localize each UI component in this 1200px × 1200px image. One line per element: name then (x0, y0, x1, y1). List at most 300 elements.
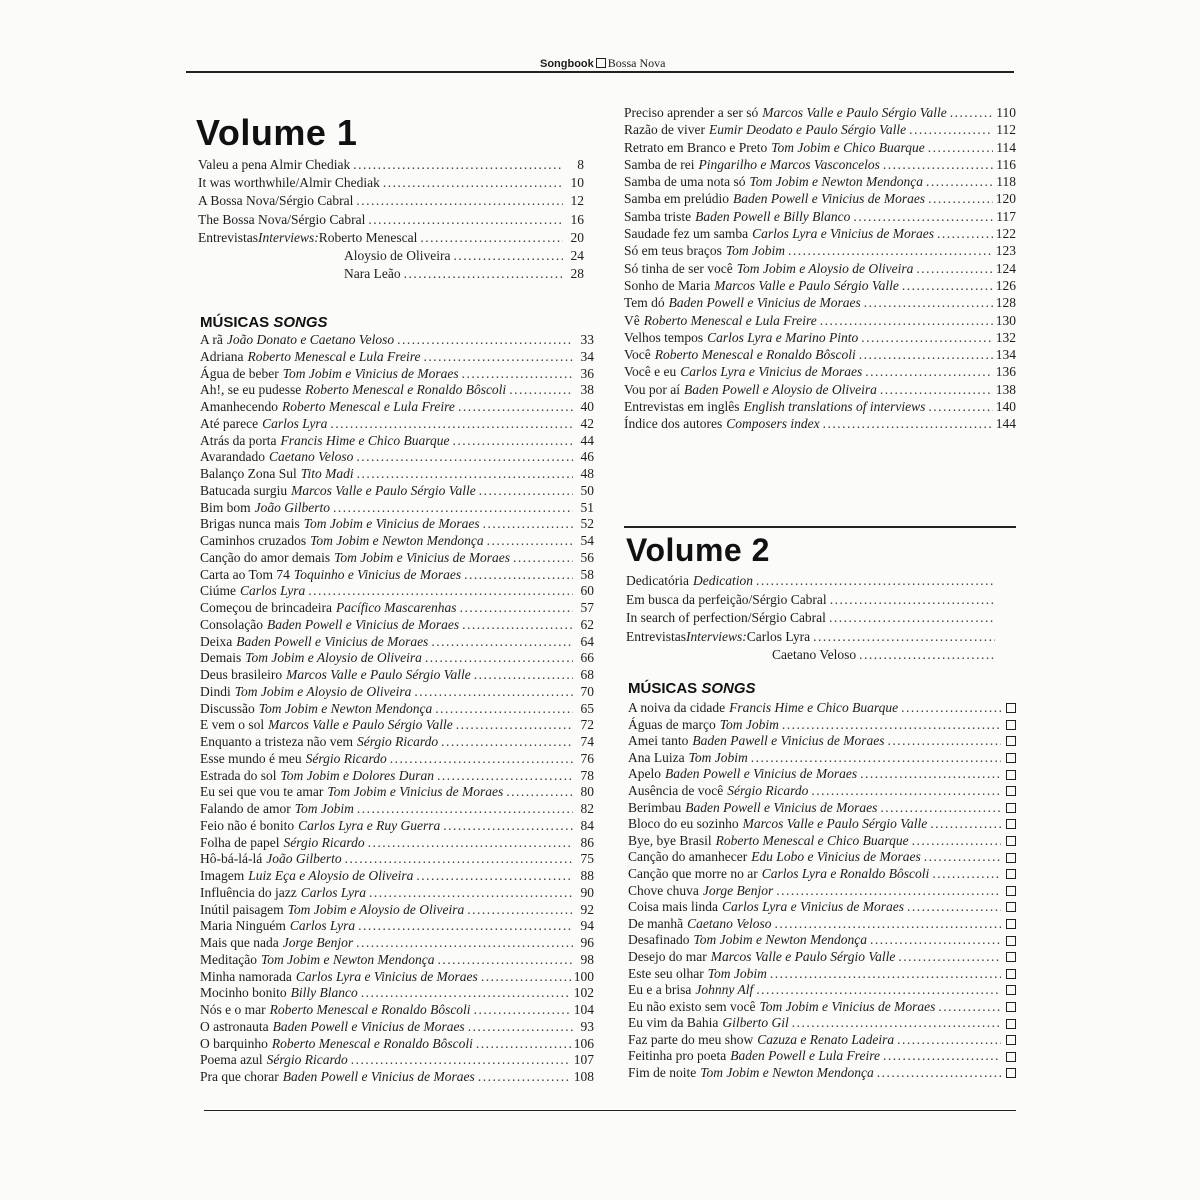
entry-title: Eu não existo sem você (628, 998, 756, 1014)
page-number: 134 (995, 347, 1016, 363)
dot-leader (356, 192, 563, 210)
dot-leader (926, 173, 993, 190)
song-entry (628, 849, 1016, 866)
entry-title: Influência do jazz (200, 884, 297, 900)
checkbox-icon (1006, 753, 1016, 763)
volume-1-intro-list (198, 156, 584, 283)
dot-leader (509, 382, 573, 399)
entry-authors: Pacífico Mascarenhas (335, 600, 457, 615)
entry-authors: Tom Jobim e Newton Mendonça (310, 533, 484, 548)
volume-2-title: Volume 2 (626, 532, 770, 568)
entry-title: Ah!, se eu pudesse (200, 382, 302, 398)
checkbox-icon (1006, 985, 1016, 995)
page-number: 10 (570, 175, 584, 191)
dot-leader (481, 969, 571, 986)
entry-title: Falando de amor (200, 801, 291, 816)
intro-entry (198, 192, 584, 210)
dot-leader (928, 398, 992, 415)
dot-leader (901, 700, 1001, 717)
entry-title: A Bossa Nova/Sérgio Cabral (198, 193, 354, 209)
entry-title-continued: Carlos Lyra (746, 628, 811, 644)
entry-authors: Jorge Benjor (282, 935, 354, 950)
checkbox-icon (1006, 736, 1016, 746)
entry-title: Mais que nada (200, 935, 279, 950)
checkbox-icon (1006, 952, 1016, 962)
song-entry (200, 533, 594, 550)
intro-entry (626, 628, 1016, 647)
entry-title: Fim de noite (628, 1065, 697, 1081)
song-entry (628, 750, 1016, 767)
entry-title: Entrevistas (626, 628, 686, 644)
entry-authors: Tom Jobim e Vinicius de Moraes (327, 784, 504, 800)
entry-authors: Marcos Valle e Paulo Sérgio Valle (291, 482, 476, 498)
checkbox-icon (1006, 720, 1016, 730)
song-entry (200, 1052, 594, 1069)
page-number: 60 (580, 583, 594, 599)
entry-authors: Eumir Deodato e Paulo Sérgio Valle (708, 122, 907, 138)
entry-authors: Sérgio Ricardo (356, 734, 439, 749)
entry-title: Saudade fez um samba (624, 226, 749, 242)
entry-authors: Tom Jobim e Newton Mendonça (693, 932, 867, 948)
page-number: 92 (580, 901, 594, 917)
intro-entry (626, 591, 1016, 610)
dot-leader (431, 634, 573, 651)
song-entry (200, 684, 594, 701)
song-entry (200, 332, 594, 349)
page-number: 42 (580, 415, 594, 431)
dot-leader (860, 766, 1001, 783)
entry-title: Desejo do mar (628, 948, 707, 964)
dot-leader (368, 835, 573, 852)
entry-title: It was worthwhile/Almir Chediak (198, 175, 380, 191)
entry-authors: Carlos Lyra e Vinicius de Moraes (295, 968, 478, 984)
entry-title: Sonho de Maria (624, 277, 711, 293)
song-entry (628, 816, 1016, 833)
song-entry (628, 800, 1016, 817)
page-number: 65 (580, 700, 594, 716)
song-entry (624, 415, 1016, 432)
entry-title-continued: Roberto Menescal (318, 229, 418, 245)
entry-title: A noiva da cidade (628, 700, 726, 715)
entry-authors: Cazuza e Renato Ladeira (757, 1031, 895, 1047)
page-number: 28 (570, 266, 584, 282)
song-entry (624, 225, 1016, 242)
song-entry (624, 294, 1016, 311)
dot-leader (351, 1052, 571, 1069)
page-number: 62 (580, 616, 594, 632)
entry-title: Canção do amanhecer (628, 849, 748, 865)
entry-authors: Baden Powell e Vinicius de Moraes (668, 295, 861, 311)
intro-entry (626, 609, 1016, 628)
song-entry (200, 1069, 594, 1086)
entry-title: Nara Leão (344, 266, 401, 282)
entry-authors: Roberto Menescal e Lula Freire (247, 348, 421, 364)
page-number: 48 (580, 466, 594, 481)
entry-title: Dedicatória (626, 573, 689, 588)
dot-leader (506, 784, 573, 801)
entry-authors: Tom Jobim e Aloysio de Oliveira (245, 650, 422, 666)
dot-leader (437, 768, 573, 785)
entry-authors: Carlos Lyra (300, 884, 366, 900)
entry-title: In search of perfection/Sérgio Cabral (626, 610, 826, 626)
song-entry (624, 277, 1016, 294)
dot-leader (897, 1032, 1001, 1049)
entry-authors: Baden Powell e Lula Freire (730, 1048, 880, 1064)
dot-leader (859, 346, 993, 363)
page-number: 46 (580, 449, 594, 465)
entry-authors: Sérgio Ricardo (283, 834, 365, 850)
entry-title: Preciso aprender a ser só (624, 105, 759, 120)
entry-authors: Tito Madi (300, 466, 354, 481)
page-number: 36 (580, 365, 594, 381)
song-entry (200, 969, 594, 986)
entry-authors: Baden Powell e Vinicius de Moraes (665, 766, 858, 782)
dot-leader (357, 466, 573, 483)
checkbox-icon (1006, 1035, 1016, 1045)
entry-title: Este seu olhar (628, 965, 704, 981)
page-number: 38 (580, 382, 594, 398)
dot-leader (756, 982, 1001, 999)
page-number: 86 (580, 834, 594, 850)
dot-leader (353, 156, 563, 174)
page-number: 24 (570, 247, 584, 263)
song-entry (200, 433, 594, 450)
checkbox-icon (1006, 869, 1016, 879)
page-number: 51 (580, 499, 594, 515)
dot-leader (770, 966, 1001, 983)
page-number: 16 (570, 211, 584, 227)
entry-title: Desafinado (628, 932, 690, 948)
checkbox-icon (1006, 853, 1016, 863)
header-songbook: Songbook (540, 58, 594, 70)
entry-title: Razão de viver (624, 122, 705, 138)
page-number: 64 (580, 633, 594, 649)
page-number: 70 (580, 683, 594, 699)
entry-authors: Tom Jobim e Dolores Duran (280, 767, 435, 783)
checkbox-icon (1006, 803, 1016, 813)
song-entry (628, 783, 1016, 800)
songs-heading-pt: MÚSICAS (200, 314, 270, 331)
page-number: 33 (580, 332, 594, 347)
entry-authors: Baden Pawell e Vinicius de Moraes (692, 733, 885, 749)
entry-authors: Carlos Lyra (240, 583, 306, 599)
entry-title: Demais (200, 650, 242, 666)
checkbox-icon (1006, 819, 1016, 829)
entry-title: E vem o sol (200, 717, 265, 733)
entry-authors: Tom Jobim e Vinicius de Moraes (334, 549, 510, 565)
page-number: 118 (996, 174, 1016, 190)
page-number: 88 (580, 868, 594, 883)
entry-authors: Interviews: (258, 229, 319, 245)
checkbox-icon (1006, 936, 1016, 946)
entry-authors: Billy Blanco (290, 985, 358, 1001)
entry-authors: Tom Jobim e Aloysio de Oliveira (234, 683, 412, 699)
entry-title: Avarandado (200, 449, 265, 465)
entry-title: Estrada do sol (200, 767, 277, 783)
dot-leader (333, 500, 573, 517)
volume-2-songs-heading (628, 680, 756, 697)
song-entry (200, 717, 594, 734)
song-entry (200, 634, 594, 651)
page-number: 94 (580, 918, 594, 934)
header-box-icon (596, 58, 606, 68)
page-number: 68 (580, 667, 594, 682)
page-number: 76 (580, 750, 594, 766)
dot-leader (883, 156, 993, 173)
dot-leader (880, 800, 1001, 817)
entry-title: O barquinho (200, 1035, 268, 1051)
entry-authors: Roberto Menescal e Ronaldo Bôscoli (271, 1035, 473, 1051)
entry-authors: Tom Jobim e Newton Mendonça (258, 700, 433, 716)
page-number: 104 (573, 1002, 594, 1017)
dot-leader (483, 516, 573, 533)
dot-leader (462, 617, 573, 634)
intro-entry (198, 211, 584, 229)
song-entry (624, 381, 1016, 398)
entry-title: Faz parte do meu show (628, 1031, 754, 1047)
entry-authors: Luiz Eça e Aloysio de Oliveira (248, 868, 414, 883)
page-number: 40 (580, 399, 594, 414)
entry-authors: Tom Jobim e Newton Mendonça (260, 951, 435, 967)
dot-leader (425, 650, 573, 667)
page-number: 34 (580, 348, 594, 364)
entry-title: Imagem (200, 868, 245, 883)
songs-heading-en: SONGS (701, 680, 756, 697)
dot-leader (513, 550, 573, 567)
entry-title: Esse mundo é meu (200, 750, 302, 766)
entry-authors: Sérgio Ricardo (266, 1052, 348, 1068)
entry-title: Caminhos cruzados (200, 533, 307, 548)
dot-leader (423, 349, 573, 366)
song-entry (200, 500, 594, 517)
entry-title: O astronauta (200, 1018, 269, 1034)
entry-authors: Francis Hime e Chico Buarque (729, 700, 899, 715)
dot-leader (437, 952, 573, 969)
dot-leader (774, 916, 1001, 933)
dot-leader (368, 211, 563, 229)
entry-title: Berimbau (628, 799, 682, 815)
song-entry (624, 190, 1016, 207)
dot-leader (938, 999, 1001, 1016)
entry-authors: Pingarilho e Marcos Vasconcelos (698, 156, 880, 172)
dot-leader (416, 868, 573, 885)
entry-title: Você (624, 347, 651, 363)
entry-authors: Tom Jobim (725, 243, 785, 259)
page-number: 124 (995, 260, 1016, 276)
page-number: 136 (995, 364, 1016, 380)
volume-1-songs-heading (200, 314, 328, 331)
dot-leader (464, 567, 573, 584)
entry-title: Você e eu (624, 364, 677, 380)
dot-leader (468, 1019, 573, 1036)
song-entry (628, 966, 1016, 983)
entry-title: A rã (200, 332, 223, 347)
song-entry (200, 985, 594, 1002)
entry-title: Água de beber (200, 365, 279, 381)
entry-title: Meditação (200, 951, 257, 967)
page-number: 110 (996, 105, 1016, 120)
entry-title: Entrevistas em inglês (624, 399, 740, 415)
song-entry (624, 156, 1016, 173)
entry-title: Minha namorada (200, 968, 292, 984)
dot-leader (829, 609, 995, 628)
dot-leader (479, 483, 573, 500)
entry-authors: Caetano Veloso (687, 915, 772, 931)
volume-2-song-list (628, 700, 1016, 1082)
entry-authors: Baden Powell e Vinicius de Moraes (685, 799, 878, 815)
dot-leader (478, 1069, 571, 1086)
dot-leader (357, 801, 573, 818)
song-entry (628, 733, 1016, 750)
dot-leader (458, 399, 573, 416)
entry-authors: Gilberto Gil (722, 1015, 789, 1031)
entry-authors: Toquinho e Vinicius de Moraes (293, 566, 462, 582)
entry-authors: Roberto Menescal e Lula Freire (281, 399, 455, 414)
dot-leader (414, 684, 573, 701)
page-number: 20 (570, 229, 584, 245)
entry-authors: Marcos Valle e Paulo Sérgio Valle (762, 105, 947, 120)
dot-leader (467, 902, 573, 919)
entry-authors: Baden Powell e Vinicius de Moraes (236, 633, 429, 649)
entry-title: Poema azul (200, 1052, 263, 1068)
entry-authors: Baden Powell e Billy Blanco (695, 208, 851, 224)
entry-title: Feio não é bonito (200, 817, 295, 833)
song-entry (628, 1048, 1016, 1065)
intro-entry (626, 572, 1016, 591)
dot-leader (924, 849, 1001, 866)
entry-title: Vou por aí (624, 381, 680, 397)
entry-title: Tem dó (624, 295, 665, 311)
song-entry (200, 935, 594, 952)
entry-authors: Baden Powell e Vinicius de Moraes (732, 191, 926, 207)
dot-leader (474, 667, 573, 684)
volume-1-song-list-continued (624, 104, 1016, 433)
top-rule (186, 71, 1014, 73)
entry-title: Bloco do eu sozinho (628, 816, 739, 832)
entry-authors: Roberto Menescal e Ronaldo Bôscoli (269, 1002, 471, 1017)
entry-authors: Caetano Veloso (268, 449, 354, 465)
dot-leader (452, 433, 573, 450)
dot-leader (397, 332, 573, 349)
entry-title: Folha de papel (200, 834, 280, 850)
intro-entry (198, 156, 584, 174)
song-entry (624, 173, 1016, 190)
entry-authors: Tom Jobim (294, 801, 354, 816)
entry-title: Amanhecendo (200, 399, 278, 414)
entry-authors: Tom Jobim e Newton Mendonça (749, 174, 923, 190)
song-entry (200, 416, 594, 433)
checkbox-icon (1006, 1052, 1016, 1062)
dot-leader (883, 1048, 1001, 1065)
entry-authors: João Gilberto (254, 499, 331, 515)
entry-title: The Bossa Nova/Sérgio Cabral (198, 211, 366, 227)
entry-authors: Tom Jobim e Aloysio de Oliveira (736, 260, 914, 276)
bottom-rule (204, 1110, 1016, 1111)
dot-leader (330, 416, 573, 433)
entry-title: Até parece (200, 415, 259, 431)
entry-authors: João Donato e Caetano Veloso (226, 332, 395, 347)
song-entry (200, 466, 594, 483)
entry-title: Balanço Zona Sul (200, 466, 297, 481)
intro-entry (626, 646, 1016, 665)
volume-1-song-list (200, 332, 594, 1086)
checkbox-icon (1006, 902, 1016, 912)
dot-leader (404, 265, 563, 283)
entry-title: Carta ao Tom 74 (200, 566, 290, 582)
song-entry (624, 208, 1016, 225)
entry-authors: Roberto Menescal e Chico Buarque (715, 832, 909, 848)
entry-title: Nós e o mar (200, 1002, 266, 1017)
dot-leader (358, 918, 573, 935)
dot-leader (776, 883, 1001, 900)
entry-authors: Tom Jobim e Chico Buarque (771, 139, 925, 155)
intro-entry (198, 174, 584, 192)
song-entry (624, 363, 1016, 380)
song-entry (628, 700, 1016, 717)
dot-leader (865, 363, 993, 380)
dot-leader (441, 734, 573, 751)
entry-title: Vê (624, 312, 640, 328)
dot-leader (462, 366, 573, 383)
entry-authors: Sérgio Ricardo (727, 782, 809, 798)
entry-authors: Interviews: (686, 628, 747, 644)
dot-leader (756, 572, 995, 591)
dot-leader (928, 190, 993, 207)
songs-heading-pt: MÚSICAS (628, 680, 698, 697)
entry-title: Mocinho bonito (200, 985, 287, 1001)
entry-authors: Edu Lobo e Vinicius de Moraes (751, 849, 921, 865)
page-number: 126 (995, 277, 1016, 293)
song-entry (200, 1036, 594, 1053)
song-entry (628, 932, 1016, 949)
dot-leader (369, 885, 573, 902)
song-entry (628, 833, 1016, 850)
entry-authors: Francis Hime e Chico Buarque (280, 432, 450, 448)
page-number: 144 (995, 416, 1016, 432)
song-entry (200, 801, 594, 818)
checkbox-icon (1006, 1068, 1016, 1078)
dot-leader (420, 229, 563, 247)
dot-leader (383, 174, 563, 192)
page-number: 117 (996, 208, 1016, 224)
entry-authors: Tom Jobim (688, 749, 748, 765)
entry-title: Velhos tempos (624, 329, 704, 345)
entry-title: Samba de rei (624, 156, 695, 172)
dot-leader (813, 628, 995, 647)
entry-authors: Tom Jobim e Vinicius de Moraes (303, 516, 480, 532)
dot-leader (898, 949, 1001, 966)
entry-title: Enquanto a tristeza não vem (200, 734, 353, 749)
song-entry (200, 366, 594, 383)
song-entry (200, 751, 594, 768)
entry-authors: Carlos Lyra e Vinicius de Moraes (752, 226, 935, 242)
checkbox-icon (1006, 886, 1016, 896)
entry-title: Canção que morre no ar (628, 865, 758, 881)
entry-authors: Tom Jobim e Newton Mendonça (700, 1065, 874, 1081)
dot-leader (453, 247, 563, 265)
song-entry (628, 999, 1016, 1016)
dot-leader (308, 583, 573, 600)
dot-leader (356, 935, 573, 952)
entry-title: Maria Ninguém (200, 918, 286, 934)
page-number: 106 (573, 1035, 594, 1051)
dot-leader (907, 899, 1001, 916)
song-entry (624, 346, 1016, 363)
entry-title: Adriana (200, 348, 244, 364)
entry-authors: Tom Jobim e Aloysio de Oliveira (287, 901, 465, 917)
dot-leader (930, 816, 1001, 833)
entry-title: Ciúme (200, 583, 236, 599)
